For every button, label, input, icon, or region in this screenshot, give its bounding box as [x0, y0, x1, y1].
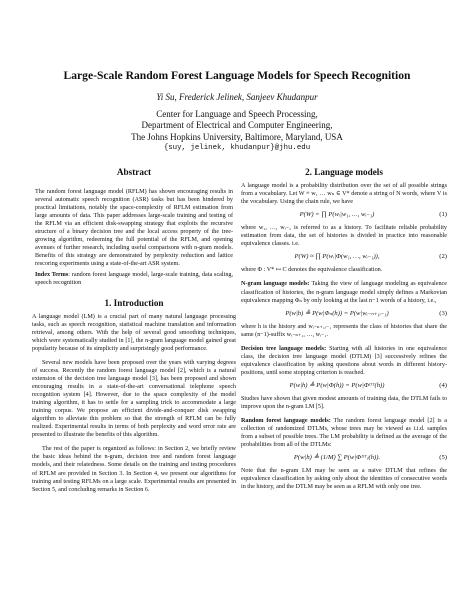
- equation-2: [241, 253, 447, 261]
- ngram-text: Taking the view of language modeling as equivalence classification of histories, the n-gram language model simply defines a Markovian equivalence mapping Φₙ by only looking at the last n−1 words of a history, i.e.,: [241, 281, 448, 304]
- lm-paragraph: Studies have shown that given modest amounts of training data, the DTLM fails to improve upon the n-gram LM [5].: [241, 395, 447, 411]
- equation-number: (5): [439, 454, 447, 462]
- equation-body: P(w|h) ≜ P(w|Φ(h)) = P(w|Φᴰᵀ(h)): [289, 381, 385, 389]
- index-terms: [32, 271, 236, 287]
- right-column: [241, 168, 447, 491]
- lm-paragraph: A language model is a probability distribution over the set of all possible strings from a vocabulary. Let W ≡ w₁ … wₙ ∈ V* denote a string of N words, where V is the vocabulary. Using the chain rule, we have: [241, 183, 447, 206]
- abstract-heading: Abstract: [116, 167, 152, 177]
- ngram-paragraph: [241, 280, 447, 304]
- equation-number: (3): [439, 309, 447, 317]
- equation-body: P(w|h) ≜ (1/M) ∑ P(w|Φᴰᵀⱼ(h)).: [293, 454, 381, 462]
- affiliation-line: Department of Electrical and Computer Engineering,: [141, 120, 333, 131]
- equation-body: P(w|h) ≜ P(w|Φₙ(h)) = P(w|wᵢ₋ₙ₊₁ᵢ₋₁): [285, 309, 389, 317]
- random-forest-paragraph: [241, 417, 447, 449]
- lm-paragraph: where h is the history and wᵢ₋ₙ₊₁ᵢ₋₁ represents the class of histories that share the same (n−1)-suffix wᵢ₋ₙ₊₁, …, wᵢ₋₁.: [241, 323, 447, 338]
- author-list: Yi Su, Frederick Jelinek, Sanjeev Khudanpur: [156, 92, 318, 102]
- lm-paragraph: Note that the n-gram LM may be seen as a naive DTLM that refines the equivalence classification by asking only about the identities of consecutive words in the history, and the DTLM may be seen as a RFLM with only one tree.: [241, 468, 447, 491]
- intro-paragraph: A language model (LM) is a crucial part of many natural language processing tasks, such as speech recognition, statistical machine translation and information retrieval, among others. With the help of several good smoothing techniques, which were systematically studied in [1], the n-gram language model gained great popularity because of its simplicity and surprisingly good performance.: [32, 313, 236, 352]
- equation-number: (2): [439, 253, 447, 261]
- affiliation-line: Center for Language and Speech Processing,: [156, 109, 318, 119]
- abstract-text: The random forest language model (RFLM) has shown encouraging results in several automatic speech recognition (ASR) tasks but has been hindered by practical limitations, notably the space-complexity of RFLM estimation from large amounts of data. This paper addresses large-scale training and testing of the RFLM via an efficient disk-swapping strategy that exploits the recursive structure of a binary decision tree and the local access property of the tree-growing algorithm, redeeming the full potential of the RFLM, and opening avenues of further research, including useful comparisons with n-gram models. Benefits of this strategy are demonstrated by perplexity reduction and lattice rescoring experiments using a state-of-the-art ASR system.: [35, 189, 233, 268]
- language-models-heading: 2. Language models: [305, 167, 383, 177]
- ngram-label: N-gram language models:: [241, 281, 310, 288]
- intro-heading: 1. Introduction: [104, 297, 164, 308]
- paper-title: Large-Scale Random Forest Language Models for Speech Recognition: [63, 69, 411, 82]
- equation-1: [241, 211, 447, 219]
- equation-body: P(W) ≈ ∏ P(wᵢ|Φ(w₁, …, wᵢ₋₁)),: [294, 253, 380, 261]
- equation-5: [241, 454, 447, 462]
- random-forest-text: The random forest language model [2] is a collection of randomized DTLMs, whose trees may be viewed as i.i.d. samples from a subset of possible trees. The LM probability is defined as the average of the probabilities from all of the DTLMs:: [241, 418, 448, 449]
- index-terms-text: : random forest language model, large-scale training, data scaling, speech recognition: [35, 271, 233, 286]
- equation-number: (4): [439, 381, 447, 389]
- equation-number: (1): [439, 211, 447, 219]
- decision-tree-label: Decision tree language models:: [241, 345, 327, 352]
- equation-body: P(W) = ∏ P(wᵢ|w₁, …, wᵢ₋₁): [299, 211, 375, 219]
- random-forest-label: Random forest language models:: [241, 418, 331, 425]
- left-column: [32, 168, 236, 494]
- equation-3: [241, 310, 447, 318]
- lm-paragraph: where w₁, …, wᵢ₋₁ is referred to as a history. To facilitate reliable probability estimation from data, the set of histories is divided in practice into reasonable equivalence classes. i.e.: [241, 225, 447, 248]
- affiliation-line: The Johns Hopkins University, Baltimore, Maryland, USA: [131, 131, 343, 142]
- intro-paragraph: The rest of the paper is organized as follows: in Section 2, we briefly review the basic ideas behind the n-gram, decision tree and random forest language models, and their relatedness. Some details on the training and testing procedures of RFLM are provided in Section 3. In Section 4, we present our algorithms for training and testing RFLMs on a large scale. Experimental results are presented in Section 5, and concluding remarks in Section 6.: [32, 446, 236, 493]
- intro-paragraph: Several new models have been proposed over the years with varying degrees of success. Recently the random forest language model [2], which is a natural extension of the decision tree language model [3], has been proposed and shown encouraging results in a state-of-the-art conversational telephone speech recognition system [4]. However, due to the space complexity of the model training algorithm, it has to settle for a sampling trick to accommodate a large training corpus. We propose an efficient divide-and-conquer disk swapping algorithm to alleviate this problem so that the strength of RFLM can be fully realized. Experimental results in terms of both perplexity and word error rate are presented to illustrate the benefits of this algorithm.: [32, 359, 236, 439]
- affiliation-block: [0, 109, 474, 155]
- equation-4: [241, 382, 447, 390]
- decision-tree-text: Starting with all histories in one equivalence class, the decision tree language model (DTLM) [3] successively refines the equivalence classification by asking questions about words in different history-positions, until some stopping criterion is reached.: [241, 345, 447, 376]
- decision-tree-paragraph: [241, 345, 447, 377]
- author-email: {suy, jelinek, khudanpur}@jhu.edu: [163, 144, 311, 153]
- index-terms-label: Index Terms: [35, 271, 69, 278]
- lm-paragraph: where Φ : V* ↦ C denotes the equivalence classification.: [241, 267, 383, 274]
